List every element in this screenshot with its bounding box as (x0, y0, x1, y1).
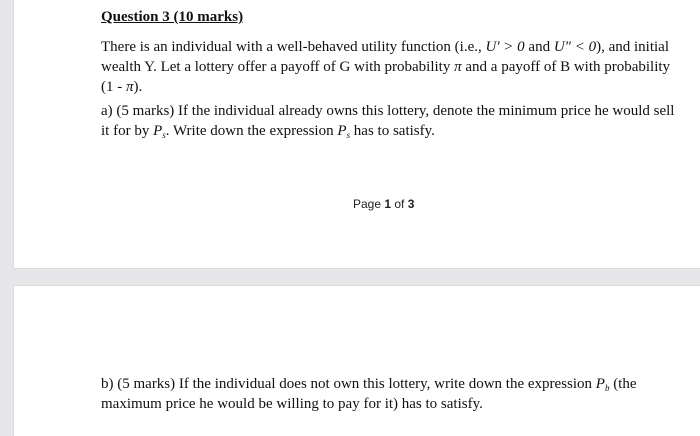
intro-line-1 (101, 37, 681, 57)
part-a-text: . Write down the expression (165, 123, 338, 139)
question-intro (101, 37, 681, 97)
intro-line-2 (101, 57, 681, 77)
part-a-text: has to satisfy. (350, 123, 435, 139)
part-a-text: it for by (101, 123, 154, 139)
intro-text: ). (133, 79, 143, 95)
second-derivative-condition: U" < 0 (553, 39, 597, 55)
page-indicator: Page 1 of 3 (353, 197, 415, 211)
part-a-line-2 (101, 121, 681, 141)
part-b-line-2: maximum price he would be willing to pay for it) has to satisfy. (101, 396, 483, 412)
part-b (101, 374, 681, 414)
part-b-line-1 (101, 374, 681, 394)
intro-text: (1 - (101, 79, 126, 95)
first-derivative-condition: U' > 0 (485, 39, 525, 55)
selling-price-var: $P_s$ (153, 123, 166, 140)
part-b-text: b) (5 marks) If the individual does not own this lottery, write down the expression (101, 376, 596, 392)
buying-price-var: $P_b$ (595, 376, 610, 393)
question-title: Question 3 (10 marks) (101, 9, 244, 25)
current-page-number: 1 (384, 197, 392, 211)
part-b-text: (the (609, 376, 637, 392)
part-a (101, 101, 681, 141)
intro-text: and a payoff of B with probability (461, 59, 671, 75)
intro-text: ), and initial (596, 39, 669, 55)
part-a-line-1: a) (5 marks) If the individual already owns this lottery, denote the minimum price he would sell (101, 103, 675, 119)
intro-text: There is an individual with a well-behaved utility function (i.e., (101, 39, 486, 55)
intro-line-3 (101, 77, 681, 97)
document-page-1 (14, 0, 700, 268)
total-page-count: 3 (407, 197, 415, 211)
pi-symbol: π (126, 79, 134, 95)
intro-text: wealth Y. Let a lottery offer a payoff of G with probability (101, 59, 455, 75)
document-page-2 (14, 286, 700, 436)
selling-price-var: $P_s$ (337, 123, 351, 140)
intro-text: and (524, 39, 554, 55)
pi-symbol: π (454, 59, 462, 75)
